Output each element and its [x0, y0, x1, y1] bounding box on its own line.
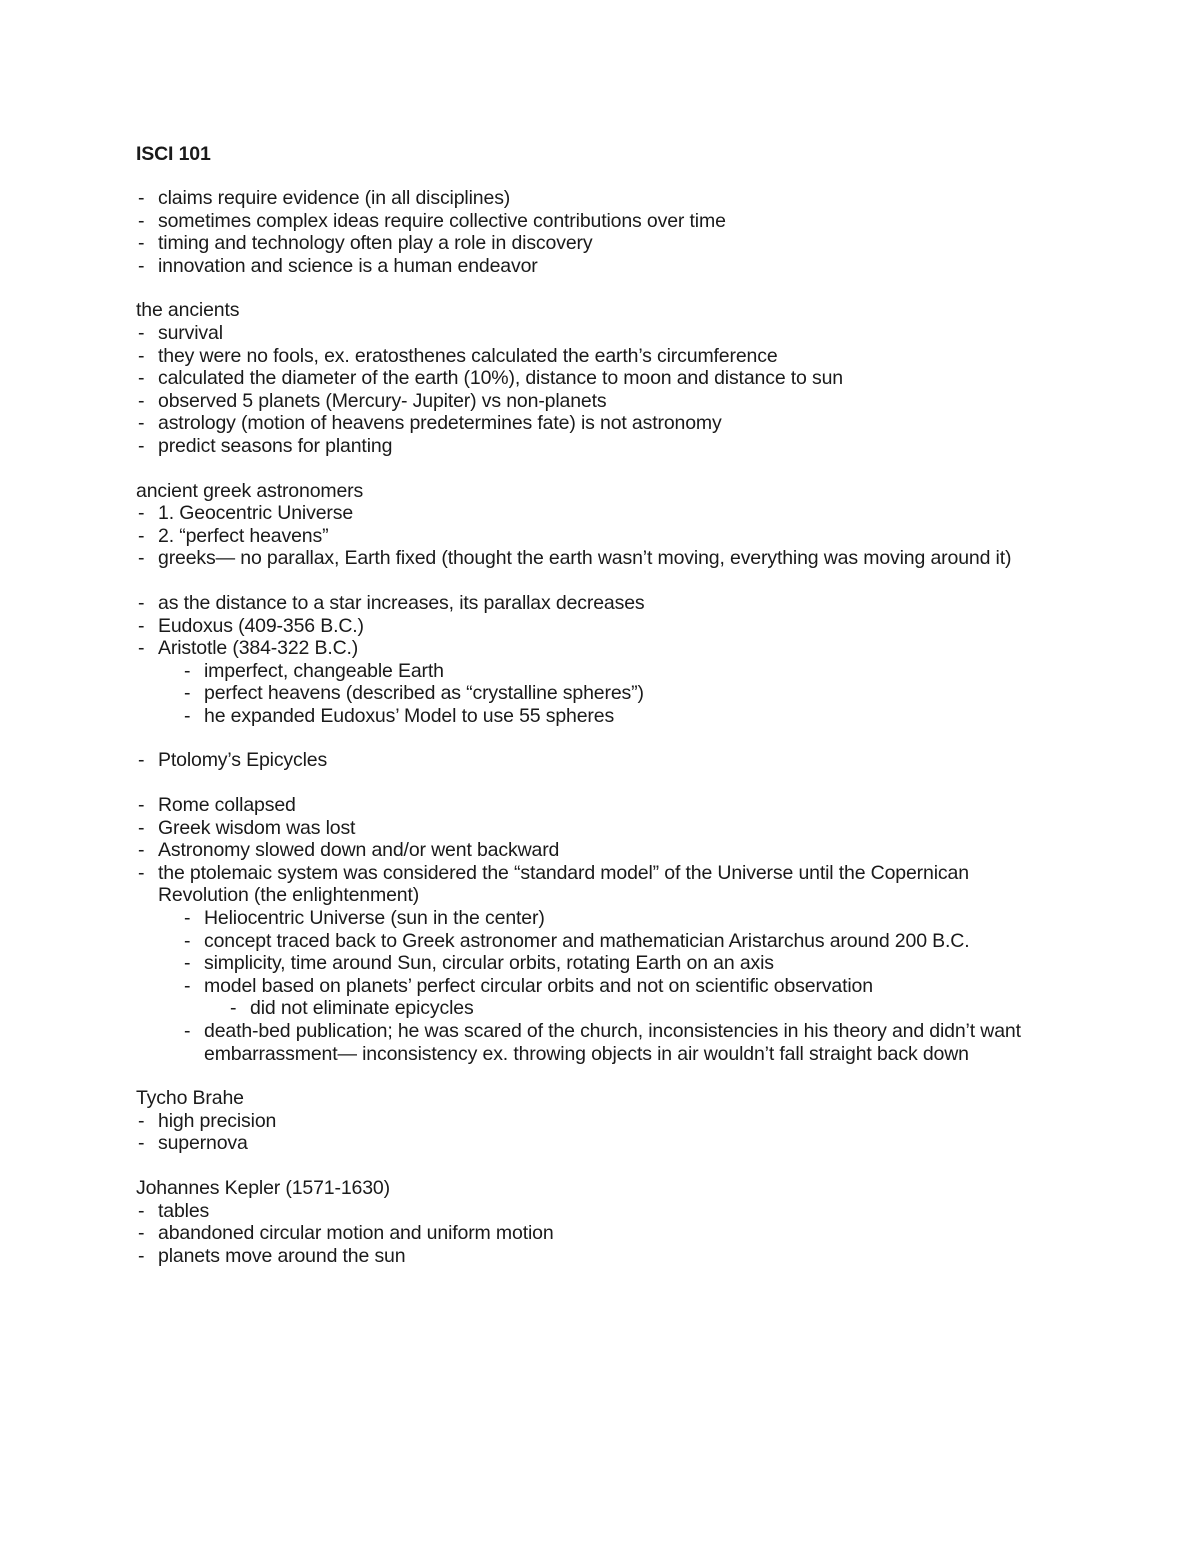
ancients-list	[136, 322, 1036, 458]
sub-list-item: - death-bed publication; he was scared of the church, inconsistencies in his theory and didn’t want embarrassment— inconsistency ex. throwing objects in air wouldn’t fall straight back down	[182, 1020, 1036, 1065]
list-item: - as the distance to a star increases, its parallax decreases	[136, 592, 1036, 615]
list-item: - calculated the diameter of the earth (10%), distance to moon and distance to sun	[136, 367, 1036, 390]
greek-list	[136, 502, 1036, 570]
rome-section	[136, 794, 1036, 1065]
list-item: - abandoned circular motion and uniform motion	[136, 1222, 1036, 1245]
section-heading: ancient greek astronomers	[136, 479, 364, 502]
list-item: - sometimes complex ideas require collective contributions over time	[136, 210, 1036, 233]
model-sublist	[228, 997, 1036, 1020]
greek-section	[136, 480, 1036, 570]
sub-list-item: - he expanded Eudoxus’ Model to use 55 spheres	[182, 705, 1036, 728]
list-item: - 1. Geocentric Universe	[136, 502, 1036, 525]
kepler-section	[136, 1177, 1036, 1267]
list-item-text: the ptolemaic system was considered the “standard model” of the Universe until the Copernican Revolution (the enlightenment)	[158, 861, 969, 907]
tycho-list	[136, 1110, 1036, 1155]
list-item: - planets move around the sun	[136, 1245, 1036, 1268]
list-item: - Ptolomy’s Epicycles	[136, 749, 1036, 772]
list-item: - 2. “perfect heavens”	[136, 525, 1036, 548]
list-item	[136, 862, 1036, 1065]
sub-list-item	[182, 975, 1036, 1020]
page-title: ISCI 101	[136, 143, 211, 165]
list-item: - survival	[136, 322, 1036, 345]
section-heading: the ancients	[136, 299, 240, 322]
list-item: - Eudoxus (409-356 B.C.)	[136, 615, 1036, 638]
sub-sub-list-item: - did not eliminate epicycles	[228, 997, 1036, 1020]
rome-list	[136, 794, 1036, 1065]
ptolemy-section	[136, 749, 1036, 772]
intro-list	[136, 187, 1036, 277]
section-heading: Tycho Brahe	[136, 1087, 244, 1110]
list-item: - timing and technology often play a role in discovery	[136, 232, 1036, 255]
list-item-text: Aristotle (384-322 B.C.)	[158, 637, 359, 660]
list-item	[136, 637, 1036, 727]
list-item: - predict seasons for planting	[136, 435, 1036, 458]
list-item: - observed 5 planets (Mercury- Jupiter) vs non-planets	[136, 390, 1036, 413]
sub-list-item: - perfect heavens (described as “crystalline spheres”)	[182, 682, 1036, 705]
aristotle-sublist	[182, 660, 1036, 728]
intro-section	[136, 187, 1036, 277]
list-item: - innovation and science is a human endeavor	[136, 255, 1036, 278]
sub-list-item-text: model based on planets’ perfect circular orbits and not on scientific observation	[204, 974, 873, 997]
list-item: - supernova	[136, 1132, 1036, 1155]
sub-list-item: - simplicity, time around Sun, circular orbits, rotating Earth on an axis	[182, 952, 1036, 975]
kepler-list	[136, 1200, 1036, 1268]
sub-list-item: - imperfect, changeable Earth	[182, 660, 1036, 683]
list-item: - they were no fools, ex. eratosthenes calculated the earth’s circumference	[136, 345, 1036, 368]
list-item: - astrology (motion of heavens predetermines fate) is not astronomy	[136, 412, 1036, 435]
sub-list-item: - Heliocentric Universe (sun in the center)	[182, 907, 1036, 930]
list-item: - claims require evidence (in all disciplines)	[136, 187, 1036, 210]
list-item: - Greek wisdom was lost	[136, 817, 1036, 840]
list-item: - greeks— no parallax, Earth fixed (thought the earth wasn’t moving, everything was moving around it)	[136, 547, 1036, 570]
sub-list-item: - concept traced back to Greek astronomer and mathematician Aristarchus around 200 B.C.	[182, 930, 1036, 953]
ptolemy-list	[136, 749, 1036, 772]
list-item: - tables	[136, 1200, 1036, 1223]
copernican-sublist	[182, 907, 1036, 1065]
section-heading: Johannes Kepler (1571-1630)	[136, 1176, 390, 1199]
parallax-list	[136, 592, 1036, 728]
list-item: - Astronomy slowed down and/or went backward	[136, 839, 1036, 862]
tycho-section	[136, 1087, 1036, 1155]
parallax-section	[136, 592, 1036, 728]
list-item: - high precision	[136, 1110, 1036, 1133]
list-item: - Rome collapsed	[136, 794, 1036, 817]
notes-page	[136, 142, 1036, 1289]
ancients-section	[136, 299, 1036, 457]
